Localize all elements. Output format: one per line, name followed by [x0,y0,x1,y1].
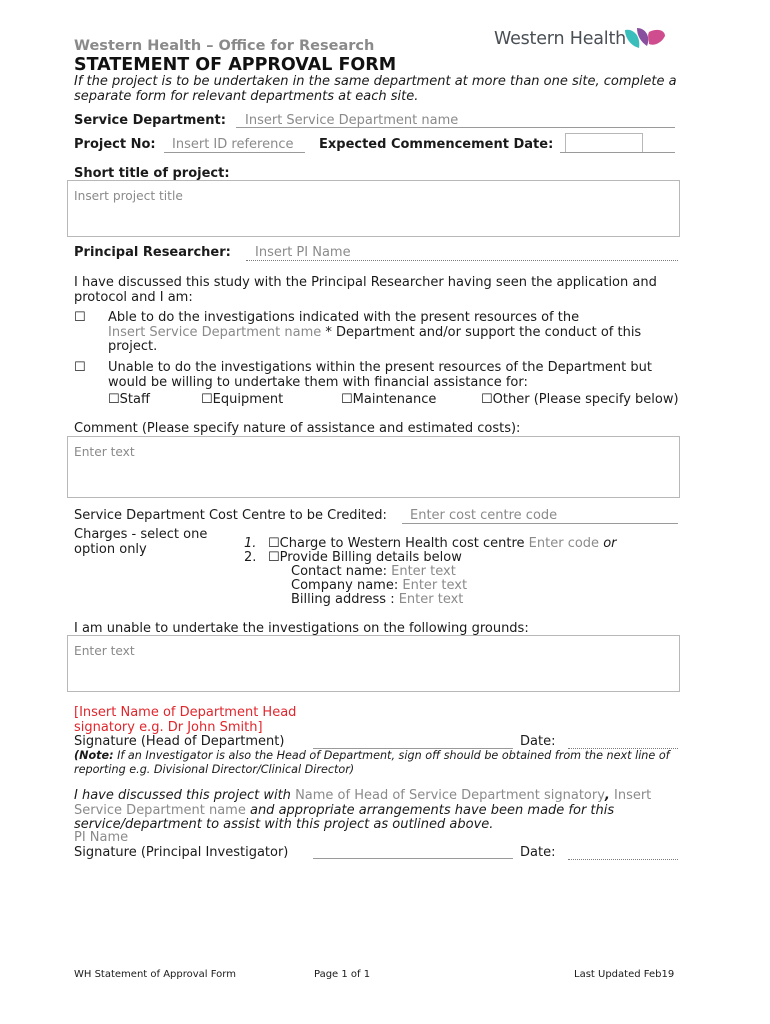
head-note-text: If an Investigator is also the Head of Department, sign off should be obtained from the next line of reporting e.g. Divisional Director/Clinical Director) [74,749,670,776]
assist-staff[interactable] [108,393,150,408]
option1-text [108,311,668,355]
option1-checkbox[interactable]: ☐ [74,310,86,325]
charge-item-2-number: 2. [244,550,257,565]
option2-text: Unable to do the investigations within the present resources of the Department but would be willing to undertake them with financial assistance for: [108,360,652,390]
short-title-input[interactable] [67,180,680,237]
pi-statement [74,789,674,833]
billing-address-label: Billing address : [291,592,395,607]
contact-name-label: Contact name: [291,564,387,579]
pi-date-line[interactable] [568,859,678,860]
head-note [74,749,699,777]
head-signature-label: Signature (Head of Department) [74,734,285,749]
comment-placeholder: Enter text [74,445,135,459]
footer-page: Page 1 of 1 [314,969,371,980]
western-health-logo [492,26,672,54]
pi-signature-line[interactable] [313,858,513,859]
pi-input[interactable]: Insert PI Name [255,245,351,260]
assist-maintenance[interactable] [341,393,436,408]
service-department-input[interactable]: Insert Service Department name [245,113,459,128]
pi-label: Principal Researcher: [74,245,231,260]
option1-text-b: * Department and/or support the conduct of this project. [108,324,642,354]
head-date-label: Date: [520,734,556,749]
pi-department-placeholder[interactable]: Insert Service Department name [74,788,652,818]
comment-input[interactable] [67,436,680,498]
pi-signature-label: Signature (Principal Investigator) [74,845,289,860]
charge-item-2-checkbox[interactable]: ☐ [268,550,280,565]
assist-other-checkbox[interactable]: ☐ [481,392,493,407]
project-no-input[interactable]: Insert ID reference [172,137,294,152]
commencement-label: Expected Commencement Date: [319,137,554,152]
footer-left: WH Statement of Approval Form [74,969,236,980]
assist-equipment[interactable] [201,393,283,408]
assist-staff-checkbox[interactable]: ☐ [108,392,120,407]
intro-text: If the project is to be undertaken in the same department at more than one site, complete a separate form for relevant departments at each site. [74,74,677,104]
option2-checkbox[interactable]: ☐ [74,360,86,375]
option1-department-placeholder: Insert Service Department name [108,324,322,340]
org-name: Western Health – Office for Research [74,38,375,54]
pi-statement-b: and appropriate arrangements have been made for this service/department to assist with this project as outlined above. [74,802,615,832]
comment-label: Comment (Please specify nature of assistance and estimated costs): [74,421,521,436]
company-name-label: Company name: [291,578,399,593]
logo-leaves-icon [623,26,667,50]
project-no-label: Project No: [74,137,156,152]
pi-statement-a: I have discussed this project with [74,788,296,803]
contact-name-input[interactable]: Enter text [391,564,456,579]
cost-centre-input[interactable]: Enter cost centre code [410,508,558,523]
pi-date-label: Date: [520,845,556,860]
cost-centre-underline [402,523,678,524]
charge-or: or [603,536,617,551]
assist-staff-label: Staff [119,392,150,407]
assist-equipment-checkbox[interactable]: ☐ [201,392,213,407]
company-name-input[interactable]: Enter text [402,578,468,593]
short-title-label: Short title of project: [74,166,230,181]
pi-statement-comma: , [604,788,610,803]
commencement-underline [560,152,675,153]
logo-text: Western Health [494,29,626,49]
short-title-placeholder: Insert project title [74,189,183,203]
billing-address-row [291,593,463,608]
project-no-underline [164,152,305,153]
assist-other-label: Other (Please specify below) [492,392,679,407]
service-department-label: Service Department: [74,113,226,128]
service-department-underline [236,127,675,128]
discussed-statement: I have discussed this study with the Principal Researcher having seen the application and protocol and I am: [74,275,657,305]
charge-item-1-number: 1. [244,536,257,551]
assist-equipment-label: Equipment [212,392,284,407]
option1-text-a: Able to do the investigations indicated with the present resources of the [108,310,580,325]
unable-label: I am unable to undertake the investigations on the following grounds: [74,621,529,636]
assist-maintenance-label: Maintenance [352,392,437,407]
unable-placeholder: Enter text [74,644,135,658]
head-signatory-placeholder[interactable]: Name of Head of Service Department signatory [295,788,605,803]
charge-item-2-label: Provide Billing details below [279,550,462,565]
charge-code-input[interactable]: Enter code [528,536,600,551]
cost-centre-label: Service Department Cost Centre to be Credited: [74,508,387,523]
form-title: STATEMENT OF APPROVAL FORM [74,55,397,75]
billing-address-input[interactable]: Enter text [398,592,464,607]
unable-input[interactable] [67,635,680,692]
pi-name-placeholder[interactable]: PI Name [74,830,129,845]
charges-label: Charges - select one option only [74,527,208,557]
footer-updated: Last Updated Feb19 [574,969,675,980]
head-name-placeholder[interactable]: [Insert Name of Department Head signatory e.g. Dr John Smith] [74,705,297,735]
assist-other[interactable] [481,393,679,408]
charge-item-1-checkbox[interactable]: ☐ [268,536,280,551]
assist-maintenance-checkbox[interactable]: ☐ [341,392,353,407]
head-note-bold: (Note: [74,749,114,762]
pi-underline [246,260,678,261]
commencement-date-input[interactable] [565,133,643,153]
charge-item-1-label: Charge to Western Health cost centre [279,536,525,551]
